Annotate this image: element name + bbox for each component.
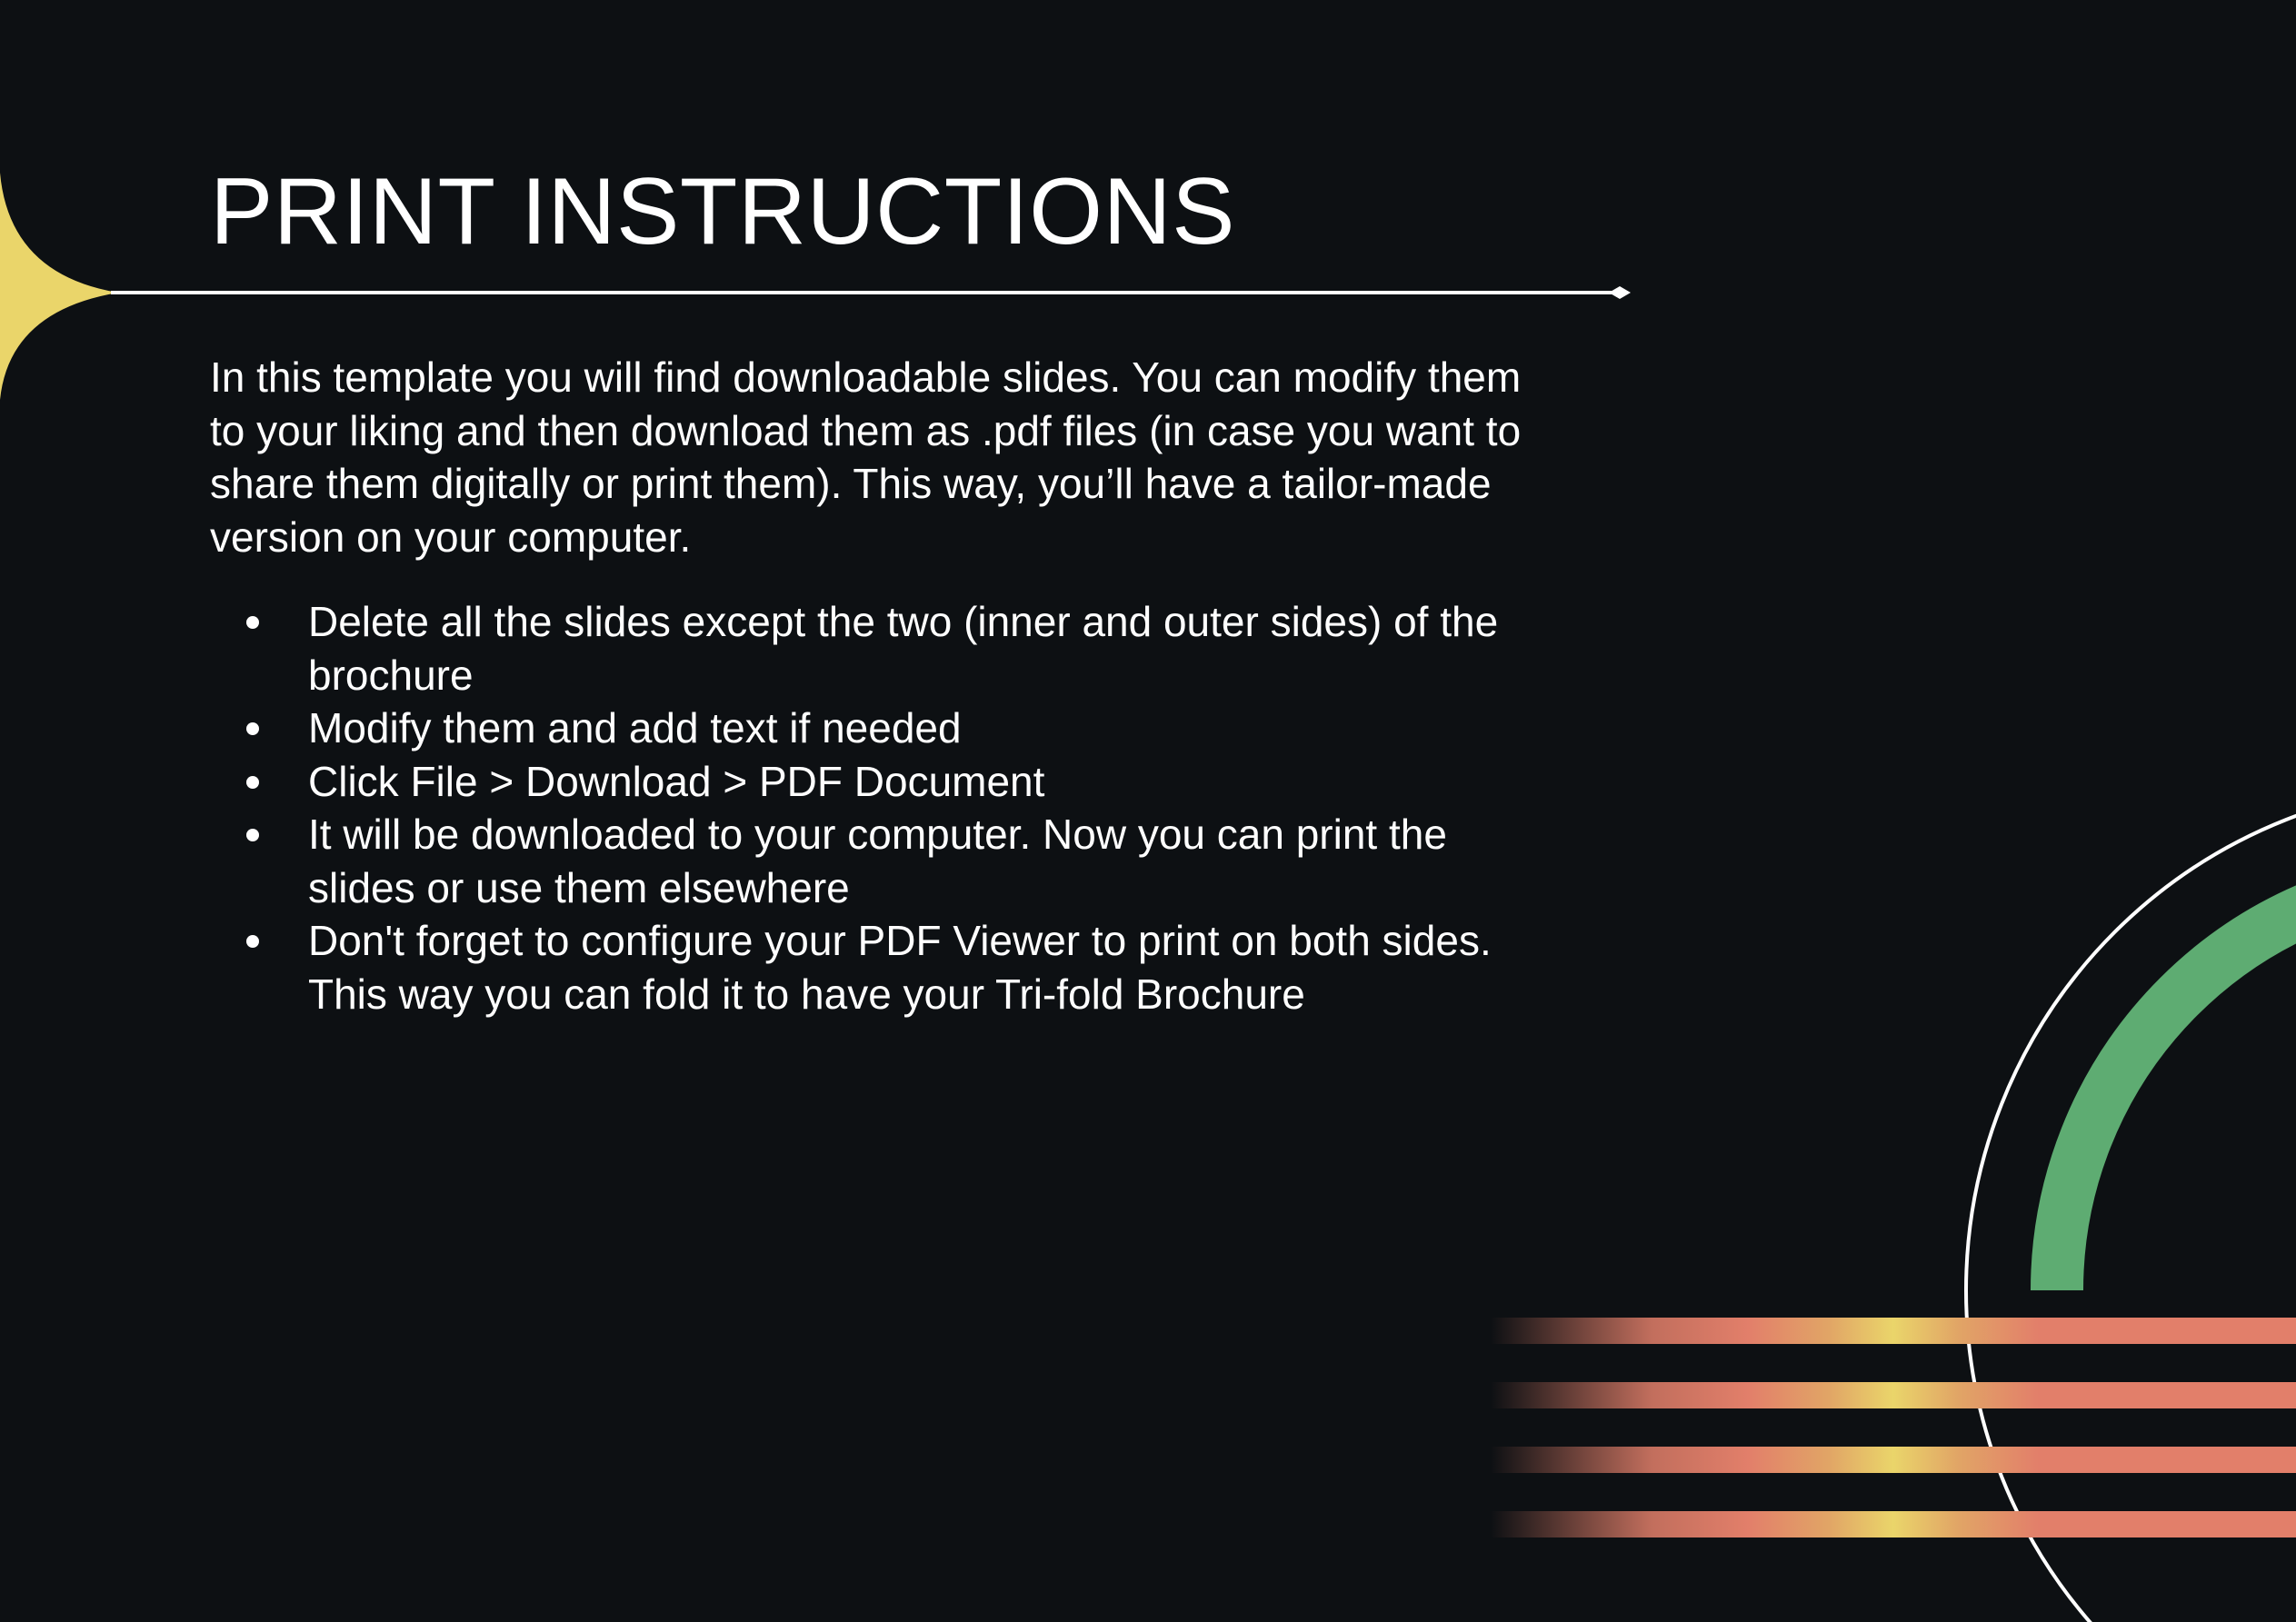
bullet-icon <box>246 722 259 735</box>
step-text: Don't forget to configure your PDF Viewer to print on both sides. This way you can fold it to have your Tri-fold Brochure <box>308 917 1492 1018</box>
green-arc <box>2057 875 2296 1290</box>
list-item <box>210 595 1537 702</box>
stripe-4 <box>1491 1511 2296 1537</box>
step-text: Modify them and add text if needed <box>308 704 962 751</box>
circle-outline <box>1966 784 2296 1622</box>
bullet-icon <box>246 829 259 841</box>
list-item <box>210 702 1537 755</box>
list-item <box>210 808 1537 914</box>
page-title: PRINT INSTRUCTIONS <box>210 159 1236 264</box>
steps-list <box>210 595 1537 1020</box>
bullet-icon <box>246 616 259 629</box>
step-text: Delete all the slides except the two (inner and outer sides) of the brochure <box>308 598 1499 699</box>
underline-diamond <box>1609 286 1631 299</box>
bullet-icon <box>246 776 259 789</box>
stripe-1 <box>1491 1318 2296 1344</box>
stripe-2 <box>1491 1382 2296 1408</box>
step-text: It will be downloaded to your computer. Now you can print the slides or use them elsewhere <box>308 811 1447 911</box>
bullet-icon <box>246 935 259 948</box>
stripe-3 <box>1491 1447 2296 1473</box>
intro-paragraph: In this template you will find downloadable slides. You can modify them to your liking and then download them as .pdf files (in case you want to share them digitally or print them). This way, you’ll have a tailor-made version on your computer. <box>210 353 1522 561</box>
list-item <box>210 755 1537 809</box>
list-item <box>210 914 1537 1020</box>
step-text: Click File > Download > PDF Document <box>308 757 1045 805</box>
yellow-star-shape <box>0 173 118 400</box>
